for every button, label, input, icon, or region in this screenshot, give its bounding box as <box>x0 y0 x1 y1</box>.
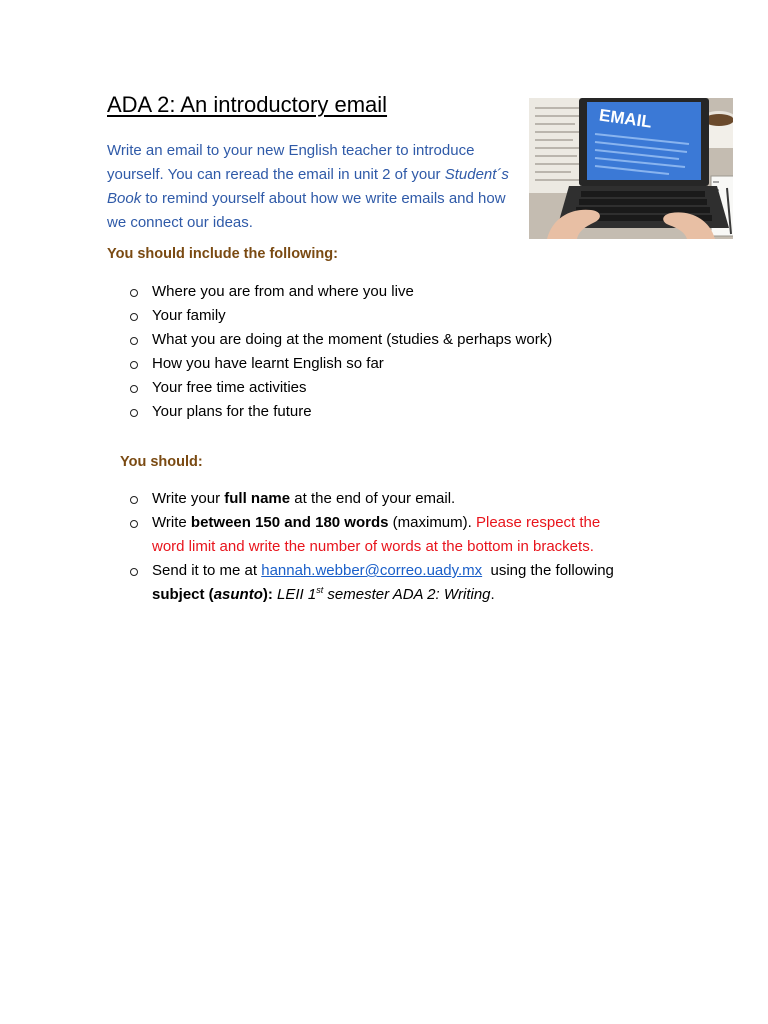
list-item <box>130 352 552 376</box>
intro-paragraph <box>107 139 517 235</box>
page-title: ADA 2: An introductory email <box>107 92 388 117</box>
instruction-text: using the following <box>482 562 614 579</box>
instruction-send-email <box>130 559 614 583</box>
list-item-text: Where you are from and where you live <box>152 283 414 300</box>
list-item-text: Your free time activities <box>152 379 307 396</box>
laptop-email-photo <box>529 98 733 239</box>
list-item-text: Your plans for the future <box>152 403 312 420</box>
you-should-heading: You should: <box>120 454 203 470</box>
bullet-circle-icon <box>130 409 138 417</box>
intro-text-1: Write an email to your new English teacher to introduce yourself. You can reread the email in unit 2 of your <box>107 142 475 183</box>
bullet-circle-icon <box>130 289 138 297</box>
subject-end: . <box>490 586 495 603</box>
instruction-text: at the end of your email. <box>290 490 456 507</box>
instruction-text: (maximum). <box>388 514 476 531</box>
bullet-circle-icon <box>130 385 138 393</box>
instruction-bold-text: full name <box>224 490 291 507</box>
include-heading: You should include the following: <box>107 246 338 262</box>
screen-email-text: EMAIL <box>597 105 654 132</box>
list-item <box>130 376 552 400</box>
list-item-text: What you are doing at the moment (studies & perhaps work) <box>152 331 553 348</box>
bullet-circle-icon <box>130 361 138 369</box>
teacher-email-link[interactable]: hannah.webber@correo.uady.mx <box>261 562 483 579</box>
subject-label-spanish: asunto <box>213 586 263 603</box>
warning-text: word limit and write the number of words at the bottom in brackets. <box>152 538 594 555</box>
list-item <box>130 304 552 328</box>
list-item <box>130 328 552 352</box>
subject-label: ): <box>262 586 273 603</box>
subject-text: LEII 1 <box>272 586 317 603</box>
list-item-text: Your family <box>152 307 226 324</box>
instruction-full-name <box>130 487 614 511</box>
subject-superscript: st <box>316 585 324 595</box>
bullet-circle-icon <box>130 496 138 504</box>
instruction-bold-text: between 150 and 180 words <box>190 514 389 531</box>
instruction-text: Send it to me at <box>152 562 262 579</box>
bullet-circle-icon <box>130 337 138 345</box>
list-item <box>130 280 552 304</box>
instruction-word-count-continued <box>130 535 614 559</box>
subject-text: semester ADA 2: Writing <box>323 586 491 603</box>
bullet-circle-icon <box>130 520 138 528</box>
instruction-text: Write <box>152 514 191 531</box>
list-item <box>130 400 552 424</box>
instruction-subject <box>130 583 614 607</box>
subject-label: subject ( <box>152 586 214 603</box>
instruction-word-count <box>130 511 614 535</box>
warning-text: Please respect the <box>475 514 601 531</box>
instructions-list <box>130 487 614 607</box>
bullet-circle-icon <box>130 568 138 576</box>
list-item-text: How you have learnt English so far <box>152 355 384 372</box>
laptop-illustration <box>529 98 733 239</box>
instruction-text: Write your <box>152 490 225 507</box>
include-list <box>130 280 552 424</box>
bullet-circle-icon <box>130 313 138 321</box>
intro-book-title: Student´s Book <box>107 166 509 207</box>
intro-text-2: to remind yourself about how we write emails and how we connect our ideas. <box>107 190 506 231</box>
